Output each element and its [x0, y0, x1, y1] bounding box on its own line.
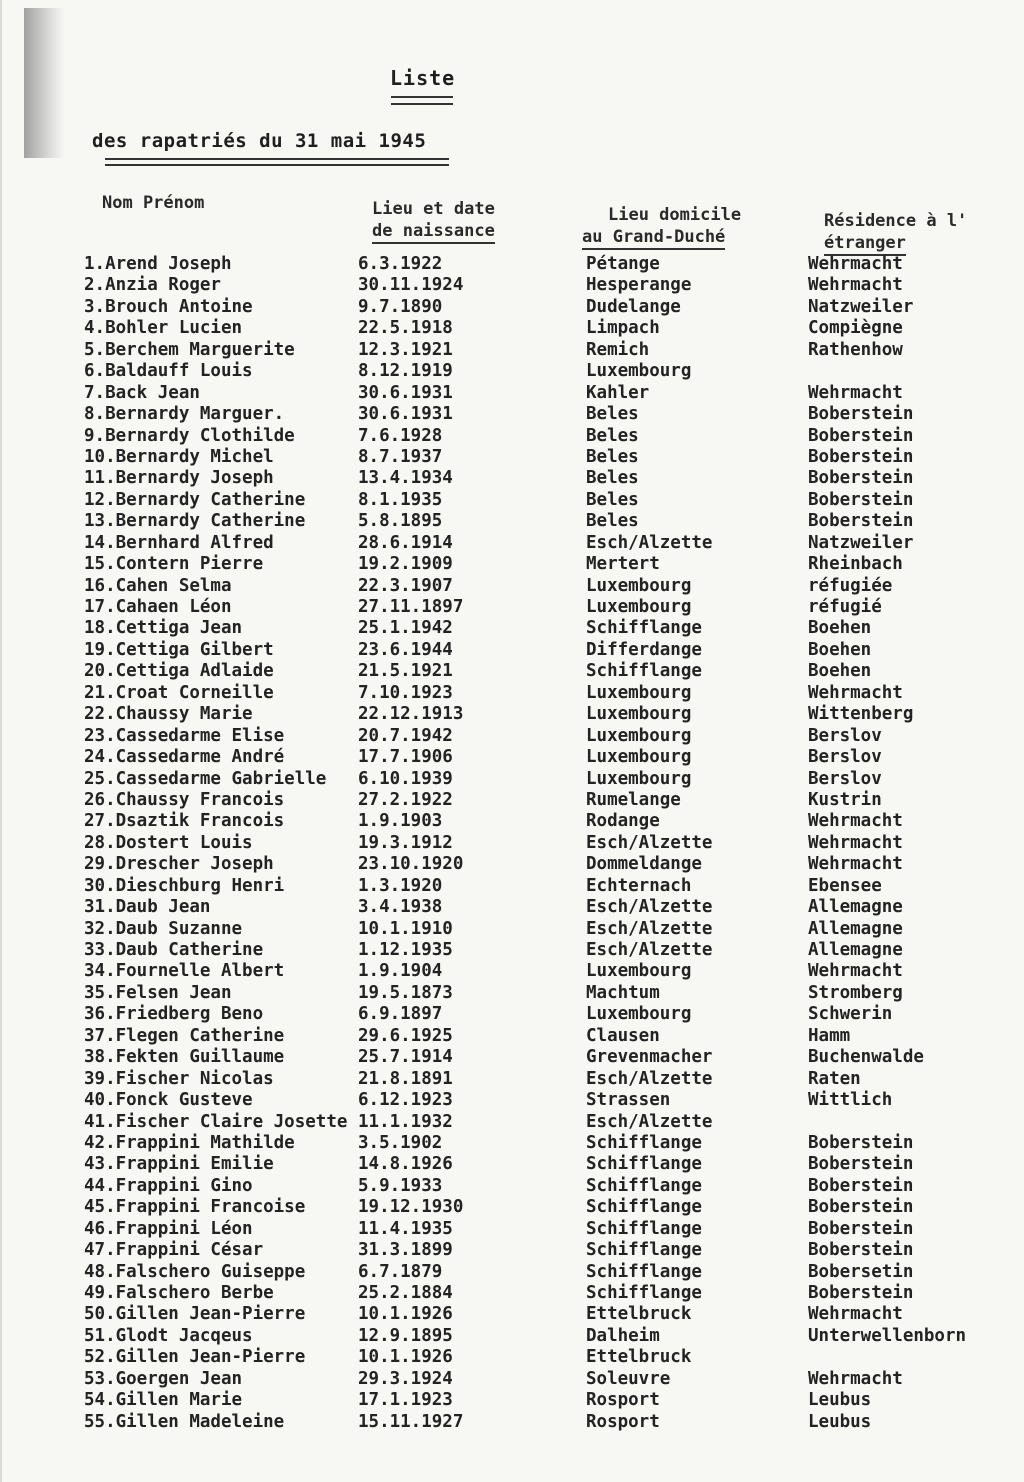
domicile: Limpach — [586, 318, 660, 339]
residence-abroad: Unterwellenborn — [808, 1325, 967, 1346]
list-item — [2, 1090, 1024, 1111]
residence-abroad: Wehrmacht — [808, 832, 903, 853]
birth-date: 21.8.1891 — [358, 1068, 453, 1089]
list-item — [2, 340, 1024, 361]
domicile: Beles — [586, 404, 639, 425]
person-name: 40.Fonck Gusteve — [84, 1090, 253, 1111]
person-name: 55.Gillen Madeleine — [84, 1411, 285, 1432]
column-header-residence: Résidence à l' étranger — [824, 210, 967, 256]
scan-shadow — [24, 8, 64, 158]
list-item — [2, 640, 1024, 661]
birth-date: 8.7.1937 — [358, 446, 443, 467]
subtitle-underline — [105, 158, 449, 166]
domicile: Rosport — [586, 1411, 660, 1432]
person-name: 33.Daub Catherine — [84, 940, 264, 960]
person-name: 48.Falschero Guiseppe — [84, 1261, 306, 1282]
domicile: Clausen — [586, 1025, 660, 1046]
person-name: 29.Drescher Joseph — [84, 854, 274, 875]
title-underline — [391, 96, 453, 105]
residence-abroad: Wehrmacht — [808, 1368, 903, 1389]
domicile: Esch/Alzette — [586, 832, 713, 853]
list-item — [2, 983, 1024, 1004]
birth-date: 17.1.1923 — [358, 1390, 453, 1411]
domicile: Schifflange — [586, 1197, 702, 1218]
person-name: 42.Frappini Mathilde — [84, 1132, 295, 1153]
person-name: 18.Cettiga Jean — [84, 618, 243, 639]
list-item — [2, 1219, 1024, 1240]
list-item — [2, 876, 1024, 897]
residence-abroad: Boberstein — [808, 1240, 914, 1261]
birth-date: 23.6.1944 — [358, 639, 453, 660]
person-name: 35.Felsen Jean — [84, 982, 232, 1003]
person-name: 44.Frappini Gino — [84, 1175, 253, 1196]
domicile: Schifflange — [586, 1283, 702, 1303]
residence-abroad: Boberstein — [808, 404, 914, 425]
person-name: 45.Frappini Francoise — [84, 1197, 306, 1218]
list-item — [2, 318, 1024, 339]
birth-date: 3.4.1938 — [358, 897, 443, 918]
birth-date: 1.9.1904 — [358, 961, 443, 982]
residence-abroad: Berslov — [808, 747, 882, 768]
domicile: Schifflange — [586, 1132, 702, 1153]
birth-date: 14.8.1926 — [358, 1154, 453, 1175]
domicile: Esch/Alzette — [586, 940, 713, 960]
person-name: 37.Flegen Catherine — [84, 1025, 285, 1046]
list-item — [2, 597, 1024, 618]
domicile: Luxembourg — [586, 575, 692, 596]
list-item — [2, 447, 1024, 468]
residence-abroad: Berslov — [808, 768, 882, 789]
list-item — [2, 769, 1024, 790]
person-name: 5.Berchem Marguerite — [84, 339, 295, 360]
domicile: Mertert — [586, 554, 660, 575]
birth-date: 10.1.1926 — [358, 1304, 453, 1325]
domicile: Luxembourg — [586, 768, 692, 789]
repatriates-list — [2, 254, 1024, 1433]
domicile: Strassen — [586, 1090, 671, 1111]
residence-abroad: Wehrmacht — [808, 382, 903, 403]
list-item — [2, 618, 1024, 639]
residence-abroad: Kustrin — [808, 789, 882, 810]
list-item — [2, 1283, 1024, 1304]
residence-abroad: Boberstein — [808, 425, 914, 446]
residence-abroad: Leubus — [808, 1411, 872, 1432]
person-name: 43.Frappini Emilie — [84, 1154, 274, 1175]
list-item — [2, 661, 1024, 682]
list-item — [2, 833, 1024, 854]
domicile: Luxembourg — [586, 361, 692, 382]
person-name: 47.Frappini César — [84, 1240, 264, 1261]
residence-abroad: Allemagne — [808, 897, 903, 918]
column-header-birth: Lieu et date de naissance — [372, 198, 495, 244]
list-item — [2, 940, 1024, 961]
domicile: Rodange — [586, 811, 660, 832]
residence-abroad: Boberstein — [808, 468, 914, 489]
residence-abroad: Boberstein — [808, 1218, 914, 1239]
person-name: 53.Goergen Jean — [84, 1368, 243, 1389]
birth-date: 10.1.1926 — [358, 1347, 453, 1368]
residence-abroad: Natzweiler — [808, 532, 914, 553]
birth-date: 22.3.1907 — [358, 575, 453, 596]
residence-abroad: Schwerin — [808, 1004, 893, 1025]
list-item — [2, 1047, 1024, 1068]
residence-abroad: Boberstein — [808, 1283, 914, 1303]
person-name: 22.Chaussy Marie — [84, 704, 253, 725]
domicile: Ettelbruck — [586, 1304, 692, 1325]
residence-abroad: Allemagne — [808, 940, 903, 960]
person-name: 16.Cahen Selma — [84, 575, 232, 596]
person-name: 15.Contern Pierre — [84, 554, 264, 575]
domicile: Esch/Alzette — [586, 1111, 713, 1132]
document-title: Liste — [390, 66, 456, 90]
domicile: Beles — [586, 468, 639, 489]
list-item — [2, 790, 1024, 811]
document-subtitle: des rapatriés du 31 mai 1945 — [92, 130, 427, 152]
birth-date: 30.6.1931 — [358, 382, 453, 403]
residence-abroad: Boberstein — [808, 1132, 914, 1153]
birth-date: 8.1.1935 — [358, 489, 443, 510]
birth-date: 6.10.1939 — [358, 768, 453, 789]
list-item — [2, 1197, 1024, 1218]
person-name: 31.Daub Jean — [84, 897, 211, 918]
birth-date: 5.9.1933 — [358, 1175, 443, 1196]
person-name: 46.Frappini Léon — [84, 1218, 253, 1239]
person-name: 52.Gillen Jean-Pierre — [84, 1347, 306, 1368]
residence-abroad: Natzweiler — [808, 296, 914, 317]
birth-date: 6.7.1879 — [358, 1261, 443, 1282]
list-item — [2, 1326, 1024, 1347]
list-item — [2, 1347, 1024, 1368]
list-item — [2, 854, 1024, 875]
birth-date: 9.7.1890 — [358, 296, 443, 317]
residence-abroad: Boberstein — [808, 1197, 914, 1218]
birth-date: 22.5.1918 — [358, 318, 453, 339]
person-name: 24.Cassedarme André — [84, 747, 285, 768]
list-item — [2, 897, 1024, 918]
birth-date: 30.11.1924 — [358, 275, 464, 296]
domicile: Beles — [586, 425, 639, 446]
domicile: Kahler — [586, 382, 650, 403]
residence-abroad: Compiègne — [808, 318, 903, 339]
birth-date: 30.6.1931 — [358, 404, 453, 425]
domicile: Luxembourg — [586, 1004, 692, 1025]
person-name: 21.Croat Corneille — [84, 682, 274, 703]
birth-date: 15.11.1927 — [358, 1411, 464, 1432]
birth-date: 10.1.1910 — [358, 918, 453, 939]
person-name: 27.Dsaztik Francois — [84, 811, 285, 832]
domicile: Schifflange — [586, 1261, 702, 1282]
person-name: 12.Bernardy Catherine — [84, 489, 306, 510]
birth-date: 19.12.1930 — [358, 1197, 464, 1218]
birth-date: 19.5.1873 — [358, 982, 453, 1003]
list-item — [2, 554, 1024, 575]
domicile: Schifflange — [586, 1154, 702, 1175]
birth-date: 23.10.1920 — [358, 854, 464, 875]
residence-abroad: Wehrmacht — [808, 275, 903, 296]
person-name: 14.Bernhard Alfred — [84, 532, 274, 553]
residence-abroad: Boberstein — [808, 489, 914, 510]
domicile: Machtum — [586, 982, 660, 1003]
birth-date: 11.1.1932 — [358, 1111, 453, 1132]
birth-date: 8.12.1919 — [358, 361, 453, 382]
list-item — [2, 576, 1024, 597]
person-name: 6.Baldauff Louis — [84, 361, 253, 382]
birth-date: 29.6.1925 — [358, 1025, 453, 1046]
list-item — [2, 726, 1024, 747]
person-name: 32.Daub Suzanne — [84, 918, 243, 939]
birth-date: 22.12.1913 — [358, 704, 464, 725]
list-item — [2, 404, 1024, 425]
list-item — [2, 297, 1024, 318]
list-item — [2, 1412, 1024, 1433]
residence-abroad: Bobersetin — [808, 1261, 914, 1282]
person-name: 10.Bernardy Michel — [84, 446, 274, 467]
person-name: 39.Fischer Nicolas — [84, 1068, 274, 1089]
person-name: 20.Cettiga Adlaide — [84, 661, 274, 682]
list-item — [2, 468, 1024, 489]
residence-abroad: Allemagne — [808, 918, 903, 939]
person-name: 17.Cahaen Léon — [84, 597, 232, 617]
birth-date: 25.2.1884 — [358, 1283, 453, 1303]
birth-date: 1.12.1935 — [358, 940, 453, 960]
residence-abroad: réfugiée — [808, 575, 893, 596]
residence-abroad: Ebensee — [808, 875, 882, 896]
birth-date: 19.3.1912 — [358, 832, 453, 853]
person-name: 36.Friedberg Beno — [84, 1004, 264, 1025]
person-name: 50.Gillen Jean-Pierre — [84, 1304, 306, 1325]
list-item — [2, 1069, 1024, 1090]
birth-date: 1.3.1920 — [358, 875, 443, 896]
domicile: Grevenmacher — [586, 1047, 713, 1068]
residence-abroad: Wehrmacht — [808, 961, 903, 982]
list-item — [2, 361, 1024, 382]
birth-date: 20.7.1942 — [358, 725, 453, 746]
person-name: 41.Fischer Claire Josette — [84, 1111, 348, 1132]
birth-date: 12.9.1895 — [358, 1325, 453, 1346]
list-item — [2, 1262, 1024, 1283]
residence-abroad: réfugié — [808, 597, 882, 617]
birth-date: 11.4.1935 — [358, 1218, 453, 1239]
residence-abroad: Rheinbach — [808, 554, 903, 575]
domicile: Luxembourg — [586, 597, 692, 617]
domicile: Beles — [586, 446, 639, 467]
domicile: Ettelbruck — [586, 1347, 692, 1368]
domicile: Remich — [586, 339, 650, 360]
list-item — [2, 1133, 1024, 1154]
residence-abroad: Wehrmacht — [808, 254, 903, 274]
birth-date: 25.7.1914 — [358, 1047, 453, 1068]
residence-abroad: Boehen — [808, 639, 872, 660]
list-item — [2, 275, 1024, 296]
list-item — [2, 961, 1024, 982]
list-item — [2, 1004, 1024, 1025]
domicile: Schifflange — [586, 1240, 702, 1261]
person-name: 26.Chaussy Francois — [84, 789, 285, 810]
birth-date: 28.6.1914 — [358, 532, 453, 553]
list-item — [2, 254, 1024, 275]
birth-date: 13.4.1934 — [358, 468, 453, 489]
residence-abroad: Wittenberg — [808, 704, 914, 725]
list-item — [2, 919, 1024, 940]
residence-abroad: Wittlich — [808, 1090, 893, 1111]
residence-abroad: Wehrmacht — [808, 1304, 903, 1325]
person-name: 23.Cassedarme Elise — [84, 725, 285, 746]
domicile: Echternach — [586, 875, 692, 896]
list-item — [2, 1112, 1024, 1133]
domicile: Beles — [586, 489, 639, 510]
person-name: 11.Bernardy Joseph — [84, 468, 274, 489]
list-item — [2, 1176, 1024, 1197]
list-item — [2, 1240, 1024, 1261]
domicile: Rumelange — [586, 789, 681, 810]
person-name: 2.Anzia Roger — [84, 275, 221, 296]
person-name: 19.Cettiga Gilbert — [84, 639, 274, 660]
person-name: 8.Bernardy Marguer. — [84, 404, 285, 425]
domicile: Schifflange — [586, 1175, 702, 1196]
domicile: Rosport — [586, 1390, 660, 1411]
birth-date: 17.7.1906 — [358, 747, 453, 768]
birth-date: 1.9.1903 — [358, 811, 443, 832]
birth-date: 31.3.1899 — [358, 1240, 453, 1261]
birth-date: 6.3.1922 — [358, 254, 443, 274]
list-item — [2, 683, 1024, 704]
birth-date: 21.5.1921 — [358, 661, 453, 682]
domicile: Esch/Alzette — [586, 897, 713, 918]
residence-abroad: Wehrmacht — [808, 854, 903, 875]
list-item — [2, 383, 1024, 404]
domicile: Dudelange — [586, 296, 681, 317]
residence-abroad: Boberstein — [808, 1154, 914, 1175]
birth-date: 7.10.1923 — [358, 682, 453, 703]
domicile: Schifflange — [586, 1218, 702, 1239]
person-name: 51.Glodt Jacqeus — [84, 1325, 253, 1346]
domicile: Dommeldange — [586, 854, 702, 875]
birth-date: 6.12.1923 — [358, 1090, 453, 1111]
person-name: 1.Arend Joseph — [84, 254, 232, 274]
birth-date: 3.5.1902 — [358, 1132, 443, 1153]
birth-date: 6.9.1897 — [358, 1004, 443, 1025]
domicile: Soleuvre — [586, 1368, 671, 1389]
domicile: Dalheim — [586, 1325, 660, 1346]
person-name: 4.Bohler Lucien — [84, 318, 243, 339]
domicile: Esch/Alzette — [586, 918, 713, 939]
list-item — [2, 704, 1024, 725]
domicile: Luxembourg — [586, 725, 692, 746]
birth-date: 12.3.1921 — [358, 339, 453, 360]
residence-abroad: Boehen — [808, 661, 872, 682]
domicile: Luxembourg — [586, 747, 692, 768]
list-item — [2, 490, 1024, 511]
domicile: Schifflange — [586, 661, 702, 682]
residence-abroad: Berslov — [808, 725, 882, 746]
birth-date: 27.11.1897 — [358, 597, 464, 617]
domicile: Esch/Alzette — [586, 1068, 713, 1089]
person-name: 9.Bernardy Clothilde — [84, 425, 295, 446]
list-item — [2, 811, 1024, 832]
birth-date: 7.6.1928 — [358, 425, 443, 446]
list-item — [2, 1369, 1024, 1390]
person-name: 34.Fournelle Albert — [84, 961, 285, 982]
birth-date: 29.3.1924 — [358, 1368, 453, 1389]
residence-abroad: Boberstein — [808, 1175, 914, 1196]
residence-abroad: Raten — [808, 1068, 861, 1089]
person-name: 7.Back Jean — [84, 382, 200, 403]
person-name: 54.Gillen Marie — [84, 1390, 243, 1411]
person-name: 30.Dieschburg Henri — [84, 875, 285, 896]
residence-abroad: Leubus — [808, 1390, 872, 1411]
residence-abroad: Boehen — [808, 618, 872, 639]
column-header-name: Nom Prénom — [102, 193, 205, 213]
residence-abroad: Wehrmacht — [808, 682, 903, 703]
domicile: Luxembourg — [586, 961, 692, 982]
person-name: 38.Fekten Guillaume — [84, 1047, 285, 1068]
birth-date: 19.2.1909 — [358, 554, 453, 575]
domicile: Esch/Alzette — [586, 532, 713, 553]
domicile: Differdange — [586, 639, 702, 660]
list-item — [2, 1026, 1024, 1047]
person-name: 13.Bernardy Catherine — [84, 511, 306, 532]
birth-date: 25.1.1942 — [358, 618, 453, 639]
domicile: Luxembourg — [586, 682, 692, 703]
domicile: Pétange — [586, 254, 660, 274]
residence-abroad: Stromberg — [808, 982, 903, 1003]
residence-abroad: Wehrmacht — [808, 811, 903, 832]
list-item — [2, 1390, 1024, 1411]
domicile: Hesperange — [586, 275, 692, 296]
list-item — [2, 1304, 1024, 1325]
birth-date: 27.2.1922 — [358, 789, 453, 810]
residence-abroad: Boberstein — [808, 446, 914, 467]
list-item — [2, 426, 1024, 447]
list-item — [2, 533, 1024, 554]
residence-abroad: Rathenhow — [808, 339, 903, 360]
person-name: 3.Brouch Antoine — [84, 296, 253, 317]
list-item — [2, 747, 1024, 768]
list-item — [2, 511, 1024, 532]
person-name: 28.Dostert Louis — [84, 832, 253, 853]
residence-abroad: Hamm — [808, 1025, 851, 1046]
birth-date: 5.8.1895 — [358, 511, 443, 532]
list-item — [2, 1154, 1024, 1175]
person-name: 25.Cassedarme Gabrielle — [84, 768, 327, 789]
residence-abroad: Boberstein — [808, 511, 914, 532]
domicile: Schifflange — [586, 618, 702, 639]
domicile: Beles — [586, 511, 639, 532]
domicile: Luxembourg — [586, 704, 692, 725]
person-name: 49.Falschero Berbe — [84, 1283, 274, 1303]
residence-abroad: Buchenwalde — [808, 1047, 924, 1068]
column-header-domicile: Lieu domicile au Grand-Duché — [582, 204, 741, 250]
